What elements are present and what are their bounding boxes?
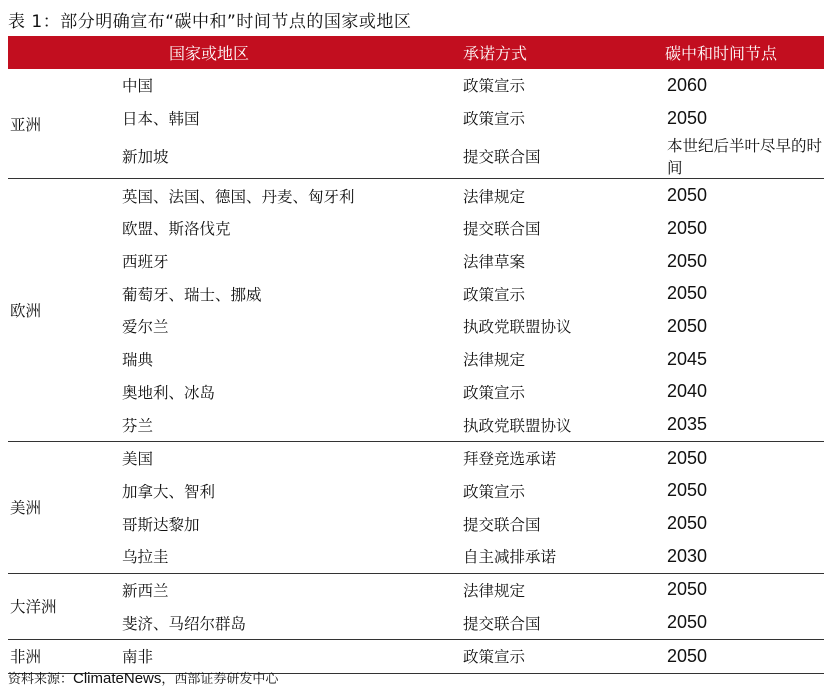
method-cell: 提交联合国 [463,515,541,534]
table-row [8,507,824,540]
country-cell: 新加坡 [122,134,463,179]
year-cell: 2050 [667,579,708,600]
country-cell: 南非 [122,640,463,674]
country-cell: 西班牙 [122,253,169,272]
method-cell: 法律规定 [463,581,526,600]
header-commitment-method: 承诺方式 [463,36,665,69]
year-cell: 2050 [665,640,824,674]
region-cell: 欧洲 [8,179,122,442]
header-target-year: 碳中和时间节点 [665,36,824,69]
country-cell: 加拿大、智利 [122,482,216,501]
table-title: 表 1：部分明确宣布“碳中和”时间节点的国家或地区 [8,12,412,32]
table-row [8,277,824,310]
method-cell: 提交联合国 [463,606,665,639]
method-cell: 提交联合国 [463,220,541,239]
table-row [8,376,824,409]
year-cell: 2045 [667,348,708,369]
table-row [8,540,824,573]
year-cell: 2050 [667,513,708,534]
method-cell: 政策宣示 [463,482,526,501]
year-cell: 2060 [667,74,708,95]
table-row [8,245,824,278]
method-cell: 政策宣示 [463,640,665,674]
country-cell: 乌拉圭 [122,540,463,573]
table-header [8,36,824,69]
method-cell: 法律规定 [463,187,526,206]
year-cell: 2050 [667,217,708,238]
carbon-neutral-table [8,36,824,674]
table-row [8,212,824,245]
table-row [8,573,824,606]
country-cell: 瑞典 [122,351,154,370]
year-cell: 2035 [665,408,824,441]
country-cell: 美国 [122,450,154,469]
region-cell: 美洲 [8,441,122,573]
source-rest: ，西部证券研发中心 [161,672,279,687]
country-cell: 中国 [122,77,154,96]
year-cell: 2050 [665,606,824,639]
header-country-region [8,36,122,69]
year-cell: 2050 [667,185,708,206]
country-cell: 英国、法国、德国、丹麦、匈牙利 [122,187,355,206]
year-cell: 2050 [667,250,708,271]
year-cell: 2050 [667,480,708,501]
table-row [8,102,824,135]
method-cell: 拜登竞选承诺 [463,450,557,469]
country-cell: 哥斯达黎加 [122,515,200,534]
country-cell: 奥地利、冰岛 [122,383,216,402]
source-note [8,668,278,687]
year-cell: 2050 [667,315,708,336]
year-cell: 2050 [667,447,708,468]
method-cell: 执政党联盟协议 [463,318,572,337]
country-cell: 新西兰 [122,581,169,600]
table-row [8,310,824,343]
method-cell: 政策宣示 [463,285,526,304]
source-name: ClimateNews [73,670,162,687]
country-cell: 日本、韩国 [122,110,200,129]
country-cell: 欧盟、斯洛伐克 [122,220,231,239]
year-cell: 2040 [667,381,708,402]
method-cell: 政策宣示 [463,77,526,96]
year-cell: 2050 [667,107,708,128]
region-cell: 大洋洲 [8,573,122,639]
table-row [8,179,824,212]
source-label: 资料来源： [8,672,74,687]
header-country-region-label: 国家或地区 [122,36,463,69]
method-cell: 执政党联盟协议 [463,408,665,441]
method-cell: 法律规定 [463,351,526,370]
table-row [8,441,824,474]
year-cell: 2050 [667,283,708,304]
table-row [8,408,824,441]
region-cell: 亚洲 [8,69,122,179]
year-cell: 本世纪后半叶尽早的时间 [665,134,824,179]
method-cell: 政策宣示 [463,383,526,402]
country-cell: 爱尔兰 [122,318,169,337]
method-cell: 提交联合国 [463,134,665,179]
year-cell: 2030 [665,540,824,573]
country-cell: 斐济、马绍尔群岛 [122,606,463,639]
country-cell: 葡萄牙、瑞士、挪威 [122,285,262,304]
method-cell: 政策宣示 [463,110,526,129]
method-cell: 法律草案 [463,253,526,272]
table-row [8,475,824,508]
region-cell: 非洲 [8,640,122,674]
country-cell: 芬兰 [122,408,463,441]
table-row [8,343,824,376]
method-cell: 自主减排承诺 [463,540,665,573]
table-row [8,134,824,179]
table-row [8,69,824,102]
table-row [8,606,824,639]
